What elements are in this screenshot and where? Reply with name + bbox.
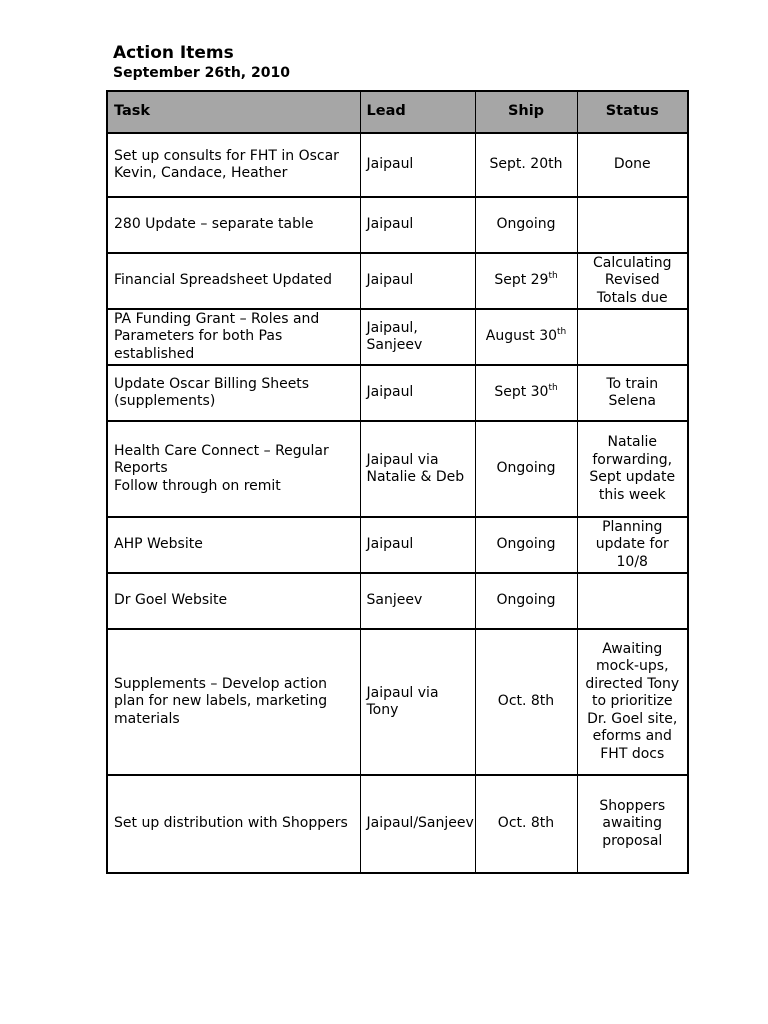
task-text: 280 Update – separate table — [114, 216, 314, 233]
task-text: Financial Spreadsheet Updated — [114, 272, 332, 289]
task-cell — [107, 197, 360, 253]
ship-cell — [475, 365, 577, 421]
task-cell — [107, 517, 360, 573]
task-text: Dr Goel Website — [114, 592, 228, 609]
lead-text: Jaipaul — [366, 272, 414, 289]
ship-cell — [475, 197, 577, 253]
status-text: Awaiting mock-ups, directed Tony to prioritize Dr. Goel site, eforms and FHT docs — [585, 640, 680, 762]
table-row — [107, 573, 688, 629]
document-date: September 26th, 2010 — [113, 65, 290, 81]
ship-text: Sept 29 — [494, 272, 549, 289]
ship-cell — [475, 573, 577, 629]
task-text: Set up consults for FHT in Oscar — [114, 147, 339, 164]
lead-cell — [360, 365, 475, 421]
table-header-row — [107, 91, 688, 133]
lead-text: Jaipaul, Sanjeev — [366, 319, 423, 353]
task-text: Kevin, Candace, Heather — [114, 165, 288, 181]
lead-text: Jaipaul — [366, 216, 414, 233]
ship-cell — [475, 309, 577, 365]
task-text: AHP Website — [114, 536, 203, 553]
task-cell — [107, 629, 360, 775]
status-text: Done — [613, 156, 651, 173]
header-ship: Ship — [475, 91, 577, 133]
ship-cell — [475, 421, 577, 517]
ship-text: Sept. 20th — [489, 156, 563, 173]
status-text: Natalie forwarding, Sept update this week — [589, 434, 676, 503]
table-row — [107, 309, 688, 365]
lead-cell — [360, 197, 475, 253]
table-row — [107, 197, 688, 253]
task-cell — [107, 573, 360, 629]
lead-cell — [360, 253, 475, 309]
status-text: Calculating Revised Totals due — [593, 254, 672, 306]
lead-text: Jaipaul — [366, 156, 414, 173]
task-text: Health Care Connect – Regular Reports — [114, 442, 329, 477]
ship-cell — [475, 253, 577, 309]
status-cell — [577, 775, 688, 873]
task-text: Set up distribution with Shoppers — [114, 815, 348, 832]
lead-text: Jaipaul/Sanjeev — [366, 815, 474, 832]
ship-text: August 30 — [485, 328, 558, 345]
ship-text: Ongoing — [496, 216, 556, 233]
status-cell — [577, 253, 688, 309]
status-cell — [577, 573, 688, 629]
table-row — [107, 775, 688, 873]
status-cell — [577, 197, 688, 253]
ship-ordinal-suffix: th — [548, 271, 558, 282]
ship-ordinal-suffix: th — [548, 383, 558, 394]
lead-cell — [360, 573, 475, 629]
ship-text: Ongoing — [496, 536, 556, 553]
action-items-table — [106, 90, 689, 874]
task-cell — [107, 253, 360, 309]
ship-text: Ongoing — [496, 460, 556, 477]
lead-text: Jaipaul via Natalie & Deb — [366, 451, 465, 485]
lead-cell — [360, 629, 475, 775]
ship-cell — [475, 629, 577, 775]
lead-cell — [360, 309, 475, 365]
lead-cell — [360, 517, 475, 573]
ship-cell — [475, 133, 577, 197]
task-text: PA Funding Grant – Roles and Parameters for both Pas established — [114, 310, 320, 362]
lead-text: Jaipaul — [366, 384, 414, 401]
lead-cell — [360, 775, 475, 873]
table-row — [107, 517, 688, 573]
table-row — [107, 365, 688, 421]
ship-ordinal-suffix: th — [557, 327, 567, 338]
ship-cell — [475, 517, 577, 573]
header-lead: Lead — [360, 91, 475, 133]
task-cell — [107, 421, 360, 517]
status-cell — [577, 309, 688, 365]
task-cell — [107, 775, 360, 873]
ship-text: Ongoing — [496, 592, 556, 609]
lead-text: Jaipaul via Tony — [366, 684, 439, 718]
table-body — [107, 133, 688, 873]
lead-text: Sanjeev — [366, 592, 423, 609]
ship-cell — [475, 775, 577, 873]
lead-text: Jaipaul — [366, 536, 414, 553]
task-cell — [107, 133, 360, 197]
status-cell — [577, 133, 688, 197]
ship-text: Oct. 8th — [497, 693, 555, 710]
task-text: Update Oscar Billing Sheets (supplements) — [114, 375, 310, 409]
lead-cell — [360, 421, 475, 517]
table-row — [107, 253, 688, 309]
table-row — [107, 421, 688, 517]
table-row — [107, 133, 688, 197]
lead-cell — [360, 133, 475, 197]
status-text: To train Selena — [606, 375, 659, 409]
ship-text: Sept 30 — [494, 384, 549, 401]
ship-text: Oct. 8th — [497, 815, 555, 832]
status-cell — [577, 365, 688, 421]
header-task: Task — [107, 91, 360, 133]
task-text: Follow through on remit — [114, 477, 281, 494]
status-text: Planning update for 10/8 — [595, 518, 669, 570]
task-text: Supplements – Develop action plan for new labels, marketing materials — [114, 675, 328, 727]
status-cell — [577, 421, 688, 517]
status-cell — [577, 629, 688, 775]
header-status: Status — [577, 91, 688, 133]
document-title: Action Items — [113, 43, 234, 63]
table-row — [107, 629, 688, 775]
status-cell — [577, 517, 688, 573]
task-cell — [107, 365, 360, 421]
task-cell — [107, 309, 360, 365]
status-text: Shoppers awaiting proposal — [599, 797, 666, 849]
